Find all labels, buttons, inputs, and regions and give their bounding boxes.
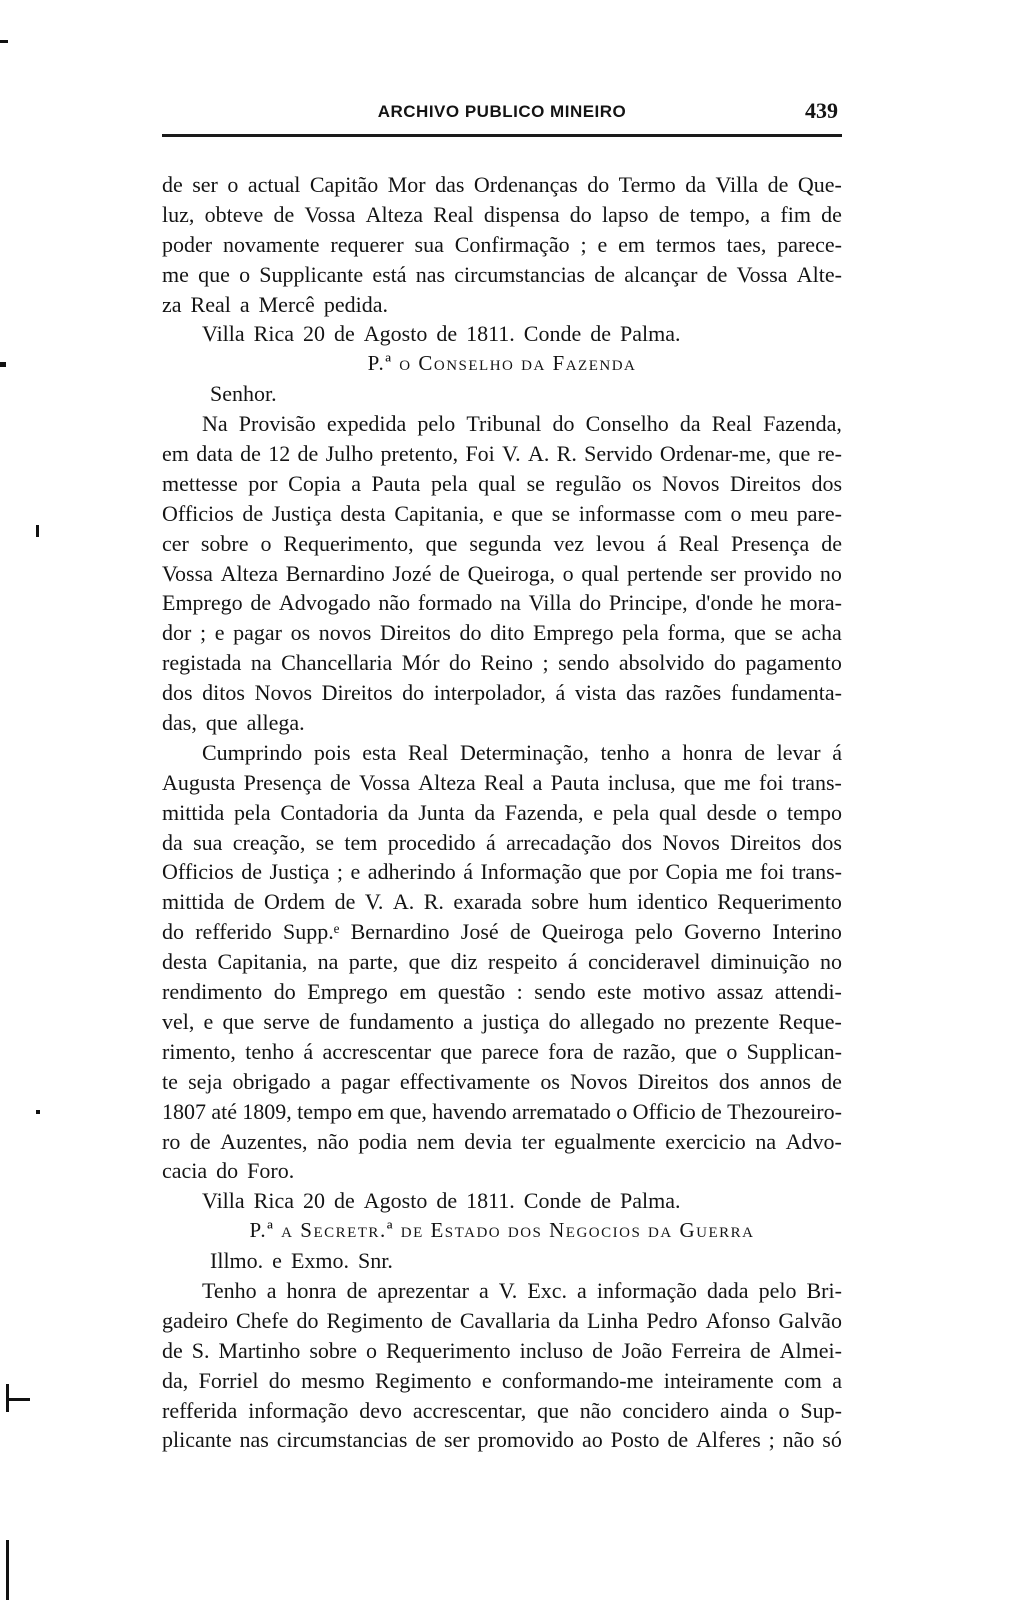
text-line: do refferido Supp.ᵉ Bernardino José de Queiroga pelo Governo Interino	[162, 919, 842, 945]
scan-margin-mark	[36, 525, 39, 537]
text-line: ro de Auzentes, não podia nem devia ter egualmente exercicio na Advo-	[162, 1128, 842, 1154]
salutation: Illmo. e Exmo. Snr.	[210, 1248, 393, 1274]
text-line: plicante nas circumstancias de ser promovido ao Posto de Alferes ; não só	[162, 1427, 842, 1453]
text-line: refferida informação devo accrescentar, que não concidero ainda o Sup-	[162, 1397, 842, 1423]
text-line: Augusta Presença de Vossa Alteza Real a Pauta inclusa, que me foi trans-	[162, 769, 842, 795]
text-line: mittida de Ordem de V. A. R. exarada sobre hum identico Requerimento	[162, 889, 842, 915]
scan-margin-mark	[0, 40, 8, 43]
text-line: Emprego de Advogado não formado na Villa do Principe, d'onde he mora-	[162, 590, 842, 616]
paragraph-first-line: Cumprindo pois esta Real Determinação, tenho a honra de levar á	[202, 739, 842, 765]
text-line: rimento, tenho á accrescentar que parece fora de razão, que o Supplican-	[162, 1038, 842, 1064]
text-line: dor ; e pagar os novos Direitos do dito Emprego pela forma, que se acha	[162, 620, 842, 646]
text-line: Officios de Justiça desta Capitania, e que se informasse com o meu pare-	[162, 500, 842, 526]
salutation: Senhor.	[210, 381, 277, 407]
text-line: 1807 até 1809, tempo em que, havendo arrematado o Officio de Thezoureiro-	[162, 1098, 842, 1124]
text-line: cer sobre o Requerimento, que segunda vez levou á Real Presença de	[162, 530, 842, 556]
text-line: da, Forriel do mesmo Regimento e conformando-me inteiramente com a	[162, 1367, 842, 1393]
text-line: vel, e que serve de fundamento a justiça do allegado no prezente Reque-	[162, 1008, 842, 1034]
page-number: 439	[805, 98, 838, 123]
text-line: Vossa Alteza Bernardino Jozé de Queiroga, o qual pertende ser provido no	[162, 560, 842, 586]
paragraph-first-line: Na Provisão expedida pelo Tribunal do Conselho da Real Fazenda,	[202, 411, 842, 437]
text-line: za Real a Mercê pedida.	[162, 291, 388, 317]
section-heading: P.ª o Conselho da Fazenda	[367, 351, 637, 376]
paragraph-first-line: Tenho a honra de aprezentar a V. Exc. a informação dada pelo Bri-	[202, 1277, 842, 1303]
text-line: gadeiro Chefe do Regimento de Cavallaria da Linha Pedro Afonso Galvão	[162, 1307, 842, 1333]
text-line: mettesse por Copia a Pauta pela qual se regulão os Novos Direitos dos	[162, 470, 842, 496]
text-line: Officios de Justiça ; e adherindo á Informação que por Copia me foi trans-	[162, 859, 842, 885]
running-title: ARCHIVO PUBLICO MINEIRO	[377, 102, 627, 121]
text-line: rendimento do Emprego em questão : sendo este motivo assaz attendi-	[162, 979, 842, 1005]
scan-margin-mark	[36, 1110, 40, 1114]
scan-margin-mark	[0, 362, 6, 367]
scan-margin-mark	[6, 1540, 9, 1600]
signoff-line: Villa Rica 20 de Agosto de 1811. Conde de Palma.	[202, 321, 681, 347]
text-line: cacia do Foro.	[162, 1158, 295, 1184]
running-head	[162, 88, 842, 128]
text-line: desta Capitania, na parte, que diz respeito á concideravel diminuição no	[162, 949, 842, 975]
signoff-line: Villa Rica 20 de Agosto de 1811. Conde de Palma.	[202, 1188, 681, 1214]
text-line: das, que allega.	[162, 710, 305, 736]
text-line: em data de 12 de Julho pretento, Foi V. A. R. Servido Ordenar-me, que re-	[162, 441, 842, 467]
text-line: dos ditos Novos Direitos do interpolador, á vista das razões fundamenta-	[162, 680, 842, 706]
text-line: registada na Chancellaria Mór do Reino ; sendo absolvido do pagamento	[162, 650, 842, 676]
scan-margin-mark	[6, 1398, 30, 1401]
text-line: te seja obrigado a pagar effectivamente os Novos Direitos dos annos de	[162, 1068, 842, 1094]
text-line: de S. Martinho sobre o Requerimento incluso de João Ferreira de Almei-	[162, 1337, 842, 1363]
header-rule	[162, 134, 842, 137]
text-line: luz, obteve de Vossa Alteza Real dispensa do lapso de tempo, a fim de	[162, 201, 842, 227]
section-heading: P.ª a Secretr.ª de Estado dos Negocios da Guerra	[249, 1218, 755, 1243]
text-line: de ser o actual Capitão Mor das Ordenanças do Termo da Villa de Que-	[162, 172, 842, 197]
text-line: da sua creação, se tem procedido á arrecadação dos Novos Direitos dos	[162, 829, 842, 855]
text-line: mittida pela Contadoria da Junta da Fazenda, e pela qual desde o tempo	[162, 799, 842, 825]
body-text	[162, 170, 842, 1455]
text-line: poder novamente requerer sua Confirmação ; e em termos taes, parece-	[162, 231, 842, 257]
text-line: me que o Supplicante está nas circumstancias de alcançar de Vossa Alte-	[162, 261, 842, 287]
